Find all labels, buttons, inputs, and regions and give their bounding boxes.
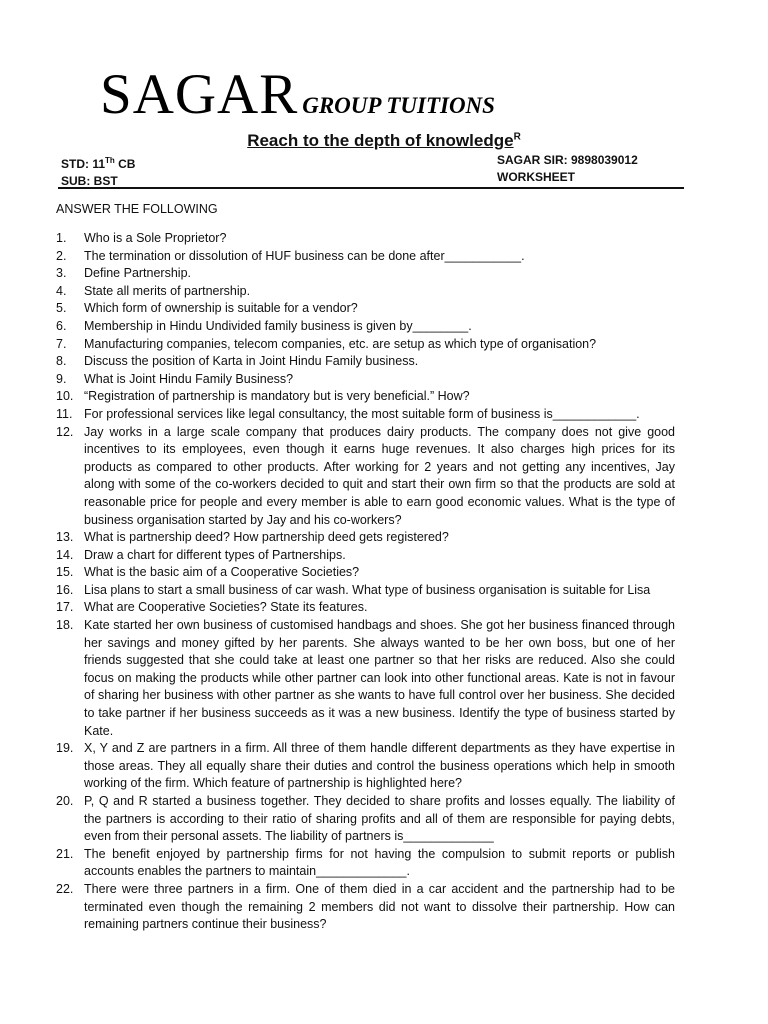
question-number: 4. — [56, 283, 67, 298]
question-text: What is Joint Hindu Family Business? — [84, 371, 294, 386]
question-number: 21. — [56, 846, 74, 861]
std-line — [61, 152, 135, 173]
question-text: What is the basic aim of a Cooperative Societies? — [84, 565, 360, 580]
header-divider — [58, 187, 684, 189]
question-text: State all merits of partnership. — [84, 283, 251, 298]
meta-left — [61, 152, 135, 190]
question-text: For professional services like legal consultancy, the most suitable form of business is____________. — [84, 406, 640, 421]
tagline-text: Reach to the depth of knowledge — [247, 131, 514, 150]
question-text: Define Partnership. — [84, 266, 192, 281]
question-text: Lisa plans to start a small business of car wash. What type of business organisation is suitable for Lisa — [84, 582, 651, 597]
question-text: Who is a Sole Proprietor? — [84, 231, 227, 245]
question-number: 12. — [56, 424, 74, 439]
question-number: 13. — [56, 530, 74, 545]
question-item — [56, 265, 675, 283]
question-item — [56, 388, 675, 406]
question-item — [56, 230, 675, 248]
question-item — [56, 846, 675, 881]
question-item — [56, 424, 675, 530]
question-item — [56, 740, 675, 793]
question-number: 14. — [56, 547, 74, 562]
question-list — [56, 230, 675, 934]
question-text: There were three partners in a firm. One of them died in a car accident and the partnership had to be terminated even though the remaining 2 members did not want to dissolve their partnership. How can remaining partners continue their business? — [84, 881, 675, 932]
brand-logo — [100, 63, 495, 126]
question-text: Draw a chart for different types of Partnerships. — [84, 547, 346, 562]
question-number: 8. — [56, 354, 67, 369]
question-text: Membership in Hindu Undivided family business is given by________. — [84, 318, 472, 333]
question-item — [56, 564, 675, 582]
tagline — [0, 131, 768, 151]
question-number: 10. — [56, 389, 74, 404]
question-text: Which form of ownership is suitable for a vendor? — [84, 301, 358, 316]
question-item — [56, 300, 675, 318]
brand-name: SAGAR — [100, 63, 299, 126]
question-number: 6. — [56, 318, 67, 333]
question-text: Jay works in a large scale company that produces dairy products. The company does not give good incentives to its employees, even though it earns huge revenues. It also charges high prices for its products as compared to other products. After working for 2 years and not getting any incentives, Jay along with some of the co-workers decided to quit and start their own firm so that the products are sold at reasonable price for people and every member is able to earn good economic values. What is the type of business organisation started by Jay and his co-workers? — [84, 424, 675, 527]
question-item — [56, 547, 675, 565]
question-item — [56, 529, 675, 547]
question-item — [56, 353, 675, 371]
question-number: 7. — [56, 336, 67, 351]
question-number: 15. — [56, 565, 74, 580]
std-suffix: CB — [114, 157, 136, 171]
question-number: 17. — [56, 600, 74, 615]
question-item — [56, 406, 675, 424]
std-superscript: Th — [105, 156, 115, 165]
question-number: 5. — [56, 301, 67, 316]
question-item — [56, 582, 675, 600]
question-item — [56, 881, 675, 934]
question-number: 1. — [56, 231, 67, 245]
question-number: 11. — [56, 406, 73, 421]
instruction-heading: ANSWER THE FOLLOWING — [56, 202, 218, 216]
question-item — [56, 336, 675, 354]
question-item — [56, 599, 675, 617]
std-label: STD: 11 — [61, 157, 106, 171]
question-item — [56, 371, 675, 389]
question-item — [56, 617, 675, 740]
question-item — [56, 283, 675, 301]
question-text: What are Cooperative Societies? State its features. — [84, 600, 368, 615]
question-number: 18. — [56, 618, 74, 633]
meta-right — [497, 152, 638, 186]
document-type: WORKSHEET — [497, 170, 575, 184]
question-text: The termination or dissolution of HUF business can be done after___________. — [84, 248, 525, 263]
question-number: 2. — [56, 248, 67, 263]
question-number: 9. — [56, 371, 67, 386]
question-text: Kate started her own business of customised handbags and shoes. She got her business financed through her savings and money gifted by her parents. She always wanted to be her own boss, but one of her friends suggested that she could take at least one partner so that her risks are reduced. Also she could focus on making the products while other partner can look into other functional areas. Kate is not in favour of sharing her business with other partner as she wants to have full control over her business. She decided to take partner if her business succeeds as it was a new business. Identify the type of business started by Kate. — [84, 618, 675, 738]
question-number: 16. — [56, 582, 74, 597]
question-number: 20. — [56, 794, 74, 808]
question-text: X, Y and Z are partners in a firm. All three of them handle different departments as they have expertise in those areas. They all equally share their duties and control the business operations which help in smooth working of the firm. Which feature of partnership is highlighted here? — [84, 741, 675, 791]
question-item — [56, 248, 675, 266]
registered-mark: R — [513, 131, 521, 143]
question-number: 22. — [56, 881, 74, 896]
teacher-contact: SAGAR SIR: 9898039012 — [497, 153, 638, 167]
question-text: What is partnership deed? How partnership deed gets registered? — [84, 530, 449, 545]
question-text: “Registration of partnership is mandatory but is very beneficial.” How? — [84, 389, 470, 404]
question-number: 3. — [56, 266, 67, 281]
question-item — [56, 318, 675, 336]
question-text: Manufacturing companies, telecom companies, etc. are setup as which type of organisation? — [84, 336, 597, 351]
brand-subtitle: GROUP TUITIONS — [302, 93, 495, 118]
question-text: Discuss the position of Karta in Joint Hindu Family business. — [84, 354, 419, 369]
question-number: 19. — [56, 741, 74, 756]
question-text: The benefit enjoyed by partnership firms for not having the compulsion to submit reports or publish accounts enables the partners to maintain_____________. — [84, 846, 675, 879]
subject-line: SUB: BST — [61, 174, 118, 188]
question-item — [56, 793, 675, 846]
question-text: P, Q and R started a business together. They decided to share profits and losses equally. The liability of the partners is according to their ratio of sharing profits and all of them are responsible for paying debts, even from their personal assets. The liability of partners is_____________ — [84, 794, 675, 844]
